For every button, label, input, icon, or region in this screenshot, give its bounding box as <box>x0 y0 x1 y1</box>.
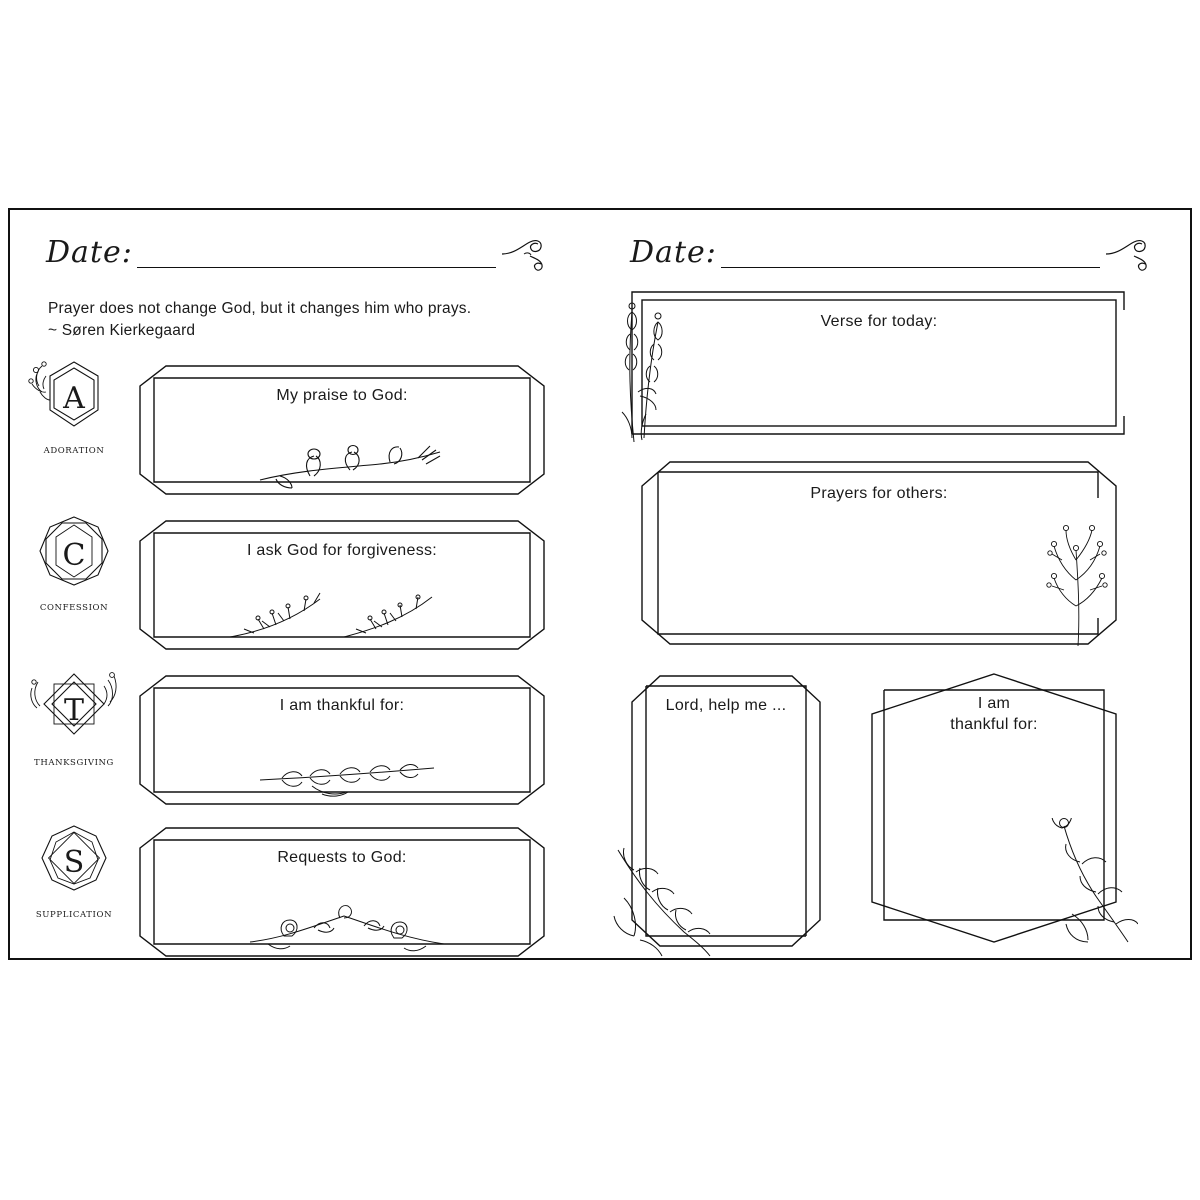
left-date-label: Date: <box>46 235 133 270</box>
journal-page <box>8 208 1192 960</box>
journal-spread <box>10 210 1190 958</box>
prayers-for-others-box[interactable] <box>636 458 1122 648</box>
thankful-for-label-line2: thankful for: <box>950 716 1038 733</box>
confession-box[interactable] <box>132 519 552 651</box>
flourish-icon <box>1104 234 1150 274</box>
octagon-frame-outer-icon <box>132 826 552 958</box>
prayers-for-others-label: Prayers for others: <box>810 485 948 502</box>
emblem-letter: S <box>63 845 85 880</box>
requests-box-label: Requests to God: <box>277 849 407 866</box>
verse-box[interactable] <box>626 286 1132 440</box>
emblem-letter: A <box>63 381 85 416</box>
double-rectangle-frame-icon <box>626 286 1132 440</box>
flourish-icon <box>500 234 546 274</box>
quote-text: Prayer does not change God, but it changes him who prays. ~ Søren Kierkegaard <box>48 300 472 340</box>
emblem-letter: C <box>62 538 86 573</box>
right-date-row[interactable] <box>630 234 1150 268</box>
left-date-row[interactable] <box>46 234 546 268</box>
emblem-confession <box>18 515 130 611</box>
emblem-letter: T <box>63 693 84 728</box>
thankful-for-box[interactable] <box>866 670 1122 952</box>
octagon-frame-outer-icon <box>132 364 552 496</box>
acts-block-adoration <box>10 350 600 490</box>
confession-box-label: I ask God for forgiveness: <box>246 542 438 559</box>
acts-block-supplication <box>10 812 600 952</box>
thankful-box-label: I am thankful for: <box>279 697 405 714</box>
lord-help-me-box[interactable] <box>626 672 826 950</box>
acts-block-confession <box>10 505 600 645</box>
left-page <box>10 210 600 958</box>
emblem-supplication <box>18 822 130 918</box>
thankful-box[interactable] <box>132 674 552 806</box>
right-date-label: Date: <box>630 235 717 270</box>
right-date-input[interactable] <box>721 245 1100 268</box>
lord-help-me-label: Lord, help me ... <box>665 697 787 714</box>
octagon-frame-outer-icon <box>132 519 552 651</box>
emblem-caption: THANKSGIVING <box>34 758 114 768</box>
emblem-caption: ADORATION <box>43 446 105 456</box>
praise-box[interactable] <box>132 364 552 496</box>
thankful-for-label-line1: I am <box>977 695 1011 712</box>
emblem-caption: CONFESSION <box>39 603 109 613</box>
left-date-input[interactable] <box>137 245 496 268</box>
emblem-caption: SUPPLICATION <box>35 910 113 920</box>
requests-box[interactable] <box>132 826 552 958</box>
right-page <box>600 210 1190 958</box>
acts-block-thanksgiving <box>10 660 600 800</box>
emblem-thanksgiving <box>18 670 130 766</box>
verse-box-label: Verse for today: <box>820 313 938 330</box>
praise-box-label: My praise to God: <box>276 387 408 404</box>
emblem-adoration <box>18 358 130 454</box>
octagon-frame-outer-icon <box>132 674 552 806</box>
